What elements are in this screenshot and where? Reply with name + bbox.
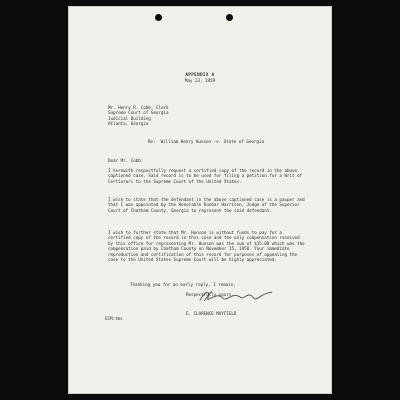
address-line: Judicial Building [108,115,151,121]
body-paragraph: I herewith respectfully request a certified copy of the record in the above captioned case. Said record is to be used for filing a petition for a Writ of Certiorari to the Supreme Court of the United States. [108,168,303,184]
body-paragraph: Thanking you for an early reply, I remain, [130,282,236,287]
letter-page [68,6,332,394]
closing: Respectfully yours, [186,292,234,297]
punch-hole [226,14,233,21]
body-paragraph: I wish to further state that Mr. Hunson is without funds to pay for a certified copy of the record in this case and the only compensation received by this office for representing Mr. Hunson was the sum of $15.00 which was the compensation paid by Chatham County on November 15, 1958. Your immediate reproduction and certification of this record for purposes of appealing the case to the United States Supreme Court will be highly appreciated. [108,230,305,263]
punch-hole [155,14,162,21]
signer-name: E. CLARENCE MAYFIELD [186,311,237,316]
handwritten-signature [196,288,276,304]
recipient-address [108,105,169,127]
address-line: Supreme Court of Georgia [108,110,169,116]
appendix-heading: APPENDIX A [185,72,215,77]
address-line: Mr. Henry R. Cobb, Clerk [108,105,169,110]
body-paragraph: I wish to state that the defendant in the above captioned case is a pauper and that I was appointed by the Honorable Dunbar Harrison, Judge of the Superior Court of Chatham County, Georgia to represent the said defendant. [108,197,305,213]
letter-date: May 23, 1959 [184,78,216,83]
typist-initials: ECM:tms [105,316,123,321]
salutation: Dear Mr. Cobb: [108,158,144,163]
address-line: Atlanta, Georgia [108,121,149,127]
re-line: Re: William Henry Hunson -v- State of Georgia [148,139,264,144]
